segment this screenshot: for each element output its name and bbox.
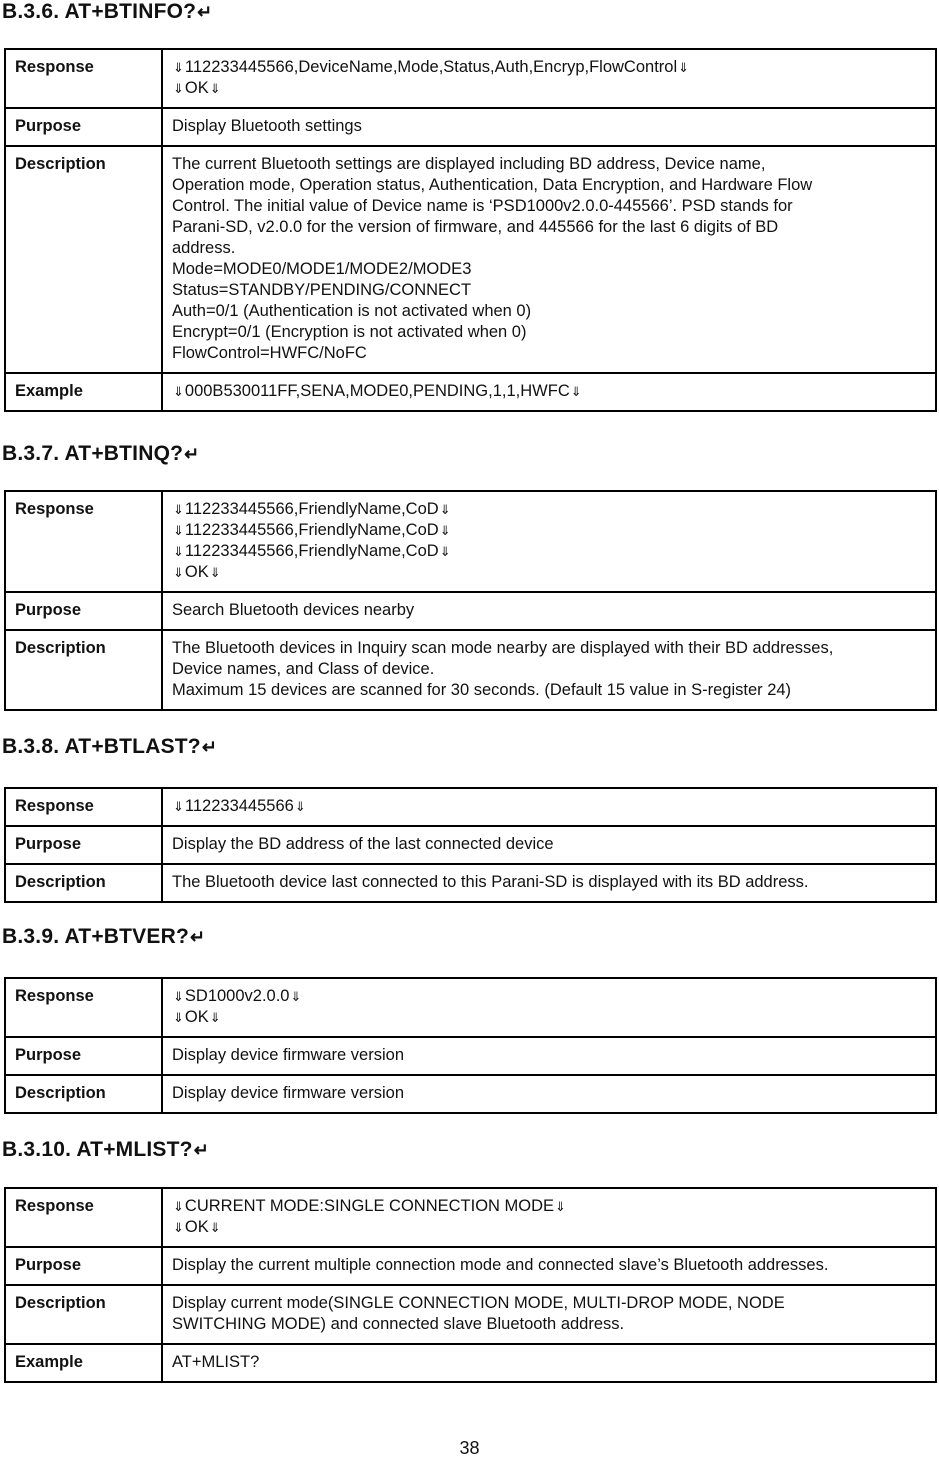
table-row-purpose — [5, 108, 936, 146]
row-label: Description — [5, 146, 162, 373]
row-label: Description — [5, 1075, 162, 1113]
row-value — [162, 49, 936, 108]
row-value — [162, 491, 936, 592]
table-row-purpose — [5, 592, 936, 630]
table-row-example — [5, 1344, 936, 1382]
carriage-return-icon: ⇓ — [290, 989, 302, 1004]
row-label: Example — [5, 1344, 162, 1382]
section-heading — [2, 0, 212, 24]
carriage-return-icon: ⇓ — [439, 523, 451, 538]
row-value — [162, 1037, 936, 1075]
value-line: SWITCHING MODE) and connected slave Bluetooth address. — [172, 1315, 625, 1333]
row-value — [162, 1285, 936, 1344]
value-line: Maximum 15 devices are scanned for 30 seconds. (Default 15 value in S-register 24) — [172, 681, 792, 699]
value-line: Encrypt=0/1 (Encryption is not activated when 0) — [172, 323, 527, 341]
section-heading — [2, 1138, 209, 1162]
carriage-return-icon: ⇓ — [173, 1199, 184, 1214]
row-value — [162, 146, 936, 373]
row-label: Response — [5, 491, 162, 592]
carriage-return-icon: ⇓ — [173, 799, 184, 814]
value-line: Display current mode(SINGLE CONNECTION MODE, MULTI-DROP MODE, NODE — [172, 1294, 785, 1312]
value-line: The current Bluetooth settings are displayed including BD address, Device name, — [172, 155, 766, 173]
table-row-response — [5, 788, 936, 826]
value-line: address. — [172, 239, 236, 257]
carriage-return-icon: ⇓ — [209, 565, 221, 580]
row-value — [162, 1344, 936, 1382]
row-value — [162, 1075, 936, 1113]
table-row-response — [5, 1188, 936, 1247]
page-number: 38 — [459, 1438, 480, 1458]
row-label: Response — [5, 1188, 162, 1247]
row-value — [162, 788, 936, 826]
carriage-return-icon: ⇓ — [678, 60, 690, 75]
section-heading — [2, 442, 199, 466]
value-line: AT+MLIST? — [172, 1353, 260, 1371]
row-label: Response — [5, 978, 162, 1037]
row-label: Purpose — [5, 1247, 162, 1285]
row-value — [162, 978, 936, 1037]
table-row-description — [5, 1285, 936, 1344]
row-label: Purpose — [5, 108, 162, 146]
carriage-return-icon: ⇓ — [555, 1199, 566, 1214]
table-row-response — [5, 49, 936, 108]
row-label: Description — [5, 1285, 162, 1344]
return-icon: ↵ — [184, 444, 200, 464]
row-value — [162, 108, 936, 146]
table-row-description — [5, 146, 936, 373]
value-line: Status=STANDBY/PENDING/CONNECT — [172, 281, 472, 299]
command-table — [4, 48, 937, 412]
carriage-return-icon: ⇓ — [209, 1220, 221, 1235]
value-line: ⇓000B530011FF,SENA,MODE0,PENDING,1,1,HWFC⇓ — [173, 382, 582, 400]
value-line: Mode=MODE0/MODE1/MODE2/MODE3 — [172, 260, 472, 278]
row-label: Response — [5, 49, 162, 108]
section-heading-text: B.3.9. AT+BTVER? — [2, 925, 189, 948]
return-icon: ↵ — [193, 1140, 209, 1160]
command-table — [4, 787, 937, 903]
command-table — [4, 490, 937, 711]
section-heading-text: B.3.7. AT+BTINQ? — [2, 442, 184, 465]
value-line: Device names, and Class of device. — [172, 660, 435, 678]
value-line: ⇓112233445566,FriendlyName,CoD⇓ — [173, 521, 451, 539]
value-line: Display device firmware version — [172, 1084, 404, 1102]
section-heading — [2, 925, 205, 949]
carriage-return-icon: ⇓ — [173, 1220, 184, 1235]
carriage-return-icon: ⇓ — [173, 384, 184, 399]
carriage-return-icon: ⇓ — [173, 565, 184, 580]
carriage-return-icon: ⇓ — [173, 1010, 184, 1025]
row-value — [162, 826, 936, 864]
row-label: Purpose — [5, 1037, 162, 1075]
row-value — [162, 864, 936, 902]
value-line: ⇓OK⇓ — [173, 1218, 221, 1236]
row-value — [162, 592, 936, 630]
row-label: Description — [5, 864, 162, 902]
carriage-return-icon: ⇓ — [209, 1010, 221, 1025]
section-heading-text: B.3.8. AT+BTLAST? — [2, 735, 201, 758]
value-line: Auth=0/1 (Authentication is not activated when 0) — [172, 302, 532, 320]
row-value — [162, 1188, 936, 1247]
value-line: FlowControl=HWFC/NoFC — [172, 344, 367, 362]
value-line: ⇓CURRENT MODE:SINGLE CONNECTION MODE⇓ — [173, 1197, 566, 1215]
carriage-return-icon: ⇓ — [173, 502, 184, 517]
value-line: Display the current multiple connection mode and connected slave’s Bluetooth addresses. — [172, 1256, 829, 1274]
row-label: Example — [5, 373, 162, 411]
row-label: Purpose — [5, 826, 162, 864]
return-icon: ↵ — [201, 737, 218, 757]
command-table — [4, 977, 937, 1114]
carriage-return-icon: ⇓ — [209, 81, 221, 96]
value-line: Control. The initial value of Device name is ‘PSD1000v2.0.0-445566’. PSD stands for — [172, 197, 793, 215]
table-row-description — [5, 630, 936, 710]
section-heading — [2, 735, 217, 759]
value-line: Operation mode, Operation status, Authentication, Data Encryption, and Hardware Flow — [172, 176, 813, 194]
row-value — [162, 373, 936, 411]
value-line: ⇓OK⇓ — [173, 563, 221, 581]
table-row-description — [5, 864, 936, 902]
value-line: ⇓112233445566,FriendlyName,CoD⇓ — [173, 500, 451, 518]
table-row-response — [5, 978, 936, 1037]
table-row-purpose — [5, 1037, 936, 1075]
row-value — [162, 630, 936, 710]
table-row-description — [5, 1075, 936, 1113]
carriage-return-icon: ⇓ — [173, 523, 184, 538]
value-line: Search Bluetooth devices nearby — [172, 601, 415, 619]
value-line: Display device firmware version — [172, 1046, 404, 1064]
section-heading-text: B.3.6. AT+BTINFO? — [2, 0, 197, 23]
table-row-purpose — [5, 826, 936, 864]
value-line: ⇓112233445566⇓ — [173, 797, 306, 815]
value-line: ⇓112233445566,DeviceName,Mode,Status,Auth,Encryp,FlowControl⇓ — [173, 58, 690, 76]
row-label: Response — [5, 788, 162, 826]
carriage-return-icon: ⇓ — [570, 384, 582, 399]
value-line: ⇓SD1000v2.0.0⇓ — [173, 987, 302, 1005]
value-line: ⇓OK⇓ — [173, 79, 221, 97]
value-line: Parani-SD, v2.0.0 for the version of firmware, and 445566 for the last 6 digits of BD — [172, 218, 779, 236]
value-line: The Bluetooth devices in Inquiry scan mode nearby are displayed with their BD addresses, — [172, 639, 834, 657]
carriage-return-icon: ⇓ — [173, 989, 184, 1004]
row-value — [162, 1247, 936, 1285]
value-line: Display the BD address of the last connected device — [172, 835, 554, 853]
return-icon: ↵ — [189, 927, 206, 947]
carriage-return-icon: ⇓ — [439, 544, 451, 559]
value-line: ⇓112233445566,FriendlyName,CoD⇓ — [173, 542, 451, 560]
carriage-return-icon: ⇓ — [173, 81, 184, 96]
carriage-return-icon: ⇓ — [173, 60, 184, 75]
table-row-response — [5, 491, 936, 592]
value-line: The Bluetooth device last connected to this Parani-SD is displayed with its BD address. — [172, 873, 809, 891]
return-icon: ↵ — [197, 2, 213, 22]
row-label: Purpose — [5, 592, 162, 630]
carriage-return-icon: ⇓ — [439, 502, 451, 517]
section-heading-text: B.3.10. AT+MLIST? — [2, 1138, 193, 1161]
carriage-return-icon: ⇓ — [294, 799, 306, 814]
table-row-purpose — [5, 1247, 936, 1285]
carriage-return-icon: ⇓ — [173, 544, 184, 559]
row-label: Description — [5, 630, 162, 710]
table-row-example — [5, 373, 936, 411]
value-line: Display Bluetooth settings — [172, 117, 362, 135]
command-table — [4, 1187, 937, 1383]
value-line: ⇓OK⇓ — [173, 1008, 221, 1026]
